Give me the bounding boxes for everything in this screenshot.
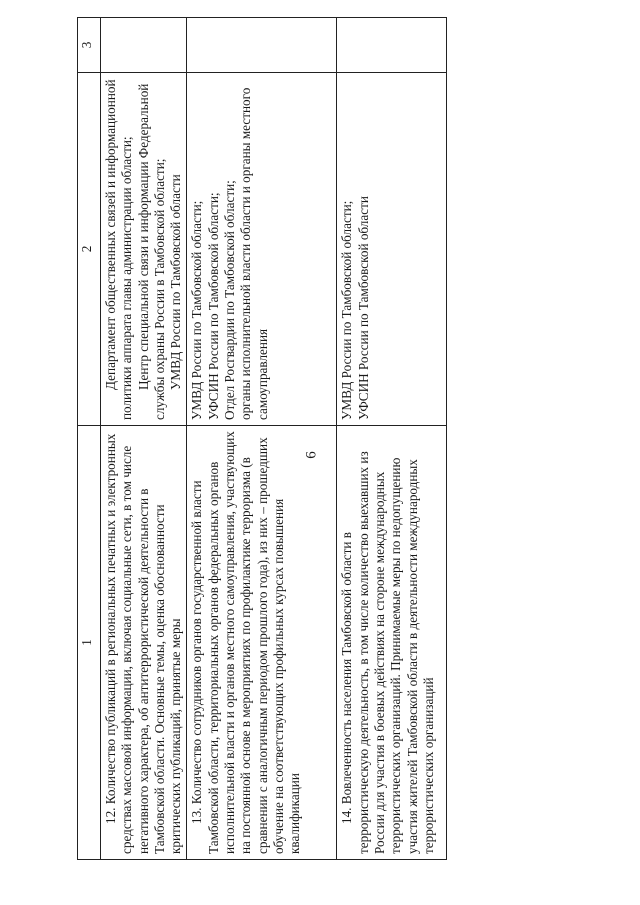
executors-cell bbox=[101, 73, 187, 426]
indicator-cell: 12. Количество публикаций в региональных печатных и электронных средствах массовой информации, включая социальные сети, в том числе негативного характера, об антитеррористической деятельности в Тамбовской области. Основные темы, оценка обоснованности критических публикаций, принятые меры bbox=[101, 426, 187, 860]
executor-line: Департамент общественных связей и информационной политики аппарата главы администрации области; bbox=[103, 79, 135, 420]
note-cell bbox=[187, 18, 337, 73]
executor-line: Центр специальной связи и информации Федеральной службы охраны России в Тамбовской области; bbox=[135, 83, 167, 420]
executor-line: органы исполнительной власти области и органы местного самоуправления bbox=[238, 87, 270, 420]
executors-cell bbox=[187, 73, 337, 426]
table-header-row bbox=[78, 18, 101, 860]
header-col-3: 3 bbox=[78, 18, 101, 73]
table-row bbox=[187, 18, 337, 860]
measures-table bbox=[77, 17, 447, 860]
page-number: 6 bbox=[303, 451, 320, 459]
executors-cell bbox=[337, 73, 447, 426]
rotated-page-content bbox=[77, 41, 449, 860]
header-col-1: 1 bbox=[78, 426, 101, 860]
note-cell bbox=[337, 18, 447, 73]
executor-line: Отдел Росгвардии по Тамбовской области; bbox=[222, 180, 238, 420]
executor-line: УМВД России по Тамбовской области bbox=[168, 174, 184, 390]
table-row bbox=[337, 18, 447, 860]
indicator-cell: 14. Вовлеченность населения Тамбовской области в террористическую деятельность, в том числе количество выехавших из России для участия в боевых действиях на стороне международных террористических организаций. Принимаемые меры по недопущению участия жителей Тамбовской области в деятельности международных террористических организаций bbox=[337, 426, 447, 860]
executor-line: УМВД России по Тамбовской области; bbox=[189, 200, 205, 420]
executor-line: УФСИН России по Тамбовской области bbox=[355, 196, 371, 420]
note-cell bbox=[101, 18, 187, 73]
executor-line: УМВД России по Тамбовской области; bbox=[339, 200, 355, 420]
executor-line: УФСИН России по Тамбовской области; bbox=[205, 192, 221, 420]
header-col-2: 2 bbox=[78, 73, 101, 426]
table-row bbox=[101, 18, 187, 860]
indicator-cell: 13. Количество сотрудников органов государственной власти Тамбовской области, территориальных органов федеральных органов исполнительной власти и органов местного самоуправления, участвующих на постоянной основе в мероприятиях по профилактике терроризма (в сравнении с аналогичным периодом прошлого года), из них – прошедших обучение на соответствующих профильных курсах повышения квалификации bbox=[187, 426, 337, 860]
